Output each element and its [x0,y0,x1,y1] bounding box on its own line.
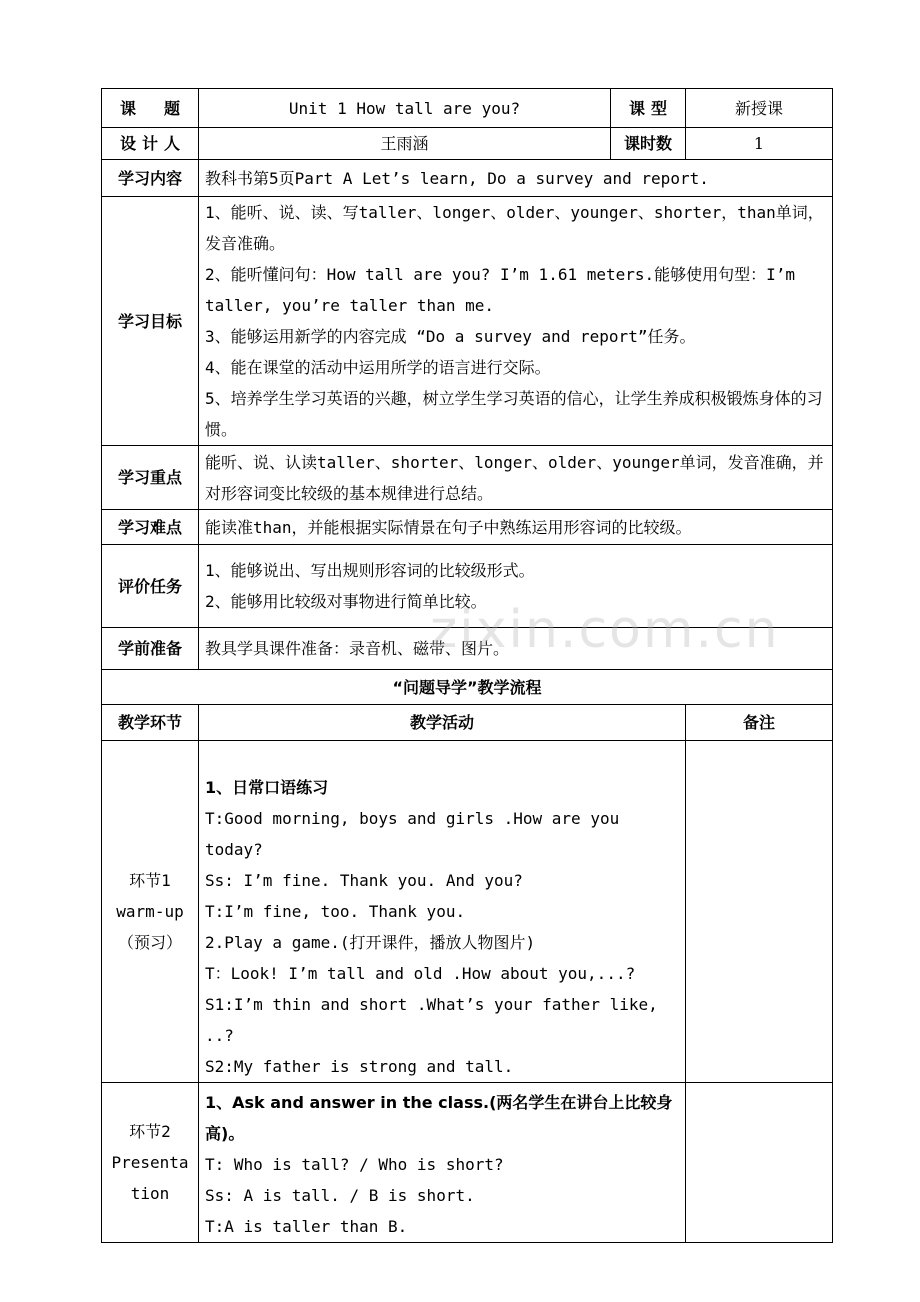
row-topic [102,89,833,128]
flow-title: “问题导学”教学流程 [102,670,833,705]
dialogue-line: 2.Play a game.(打开课件，播放人物图片) [205,933,536,952]
dialogue-line: T：Look! I’m tall and old .How about you,...? [205,964,636,983]
dialogue-line: Ss: A is tall. / B is short. [205,1186,475,1205]
dialogue-line: T: Who is tall? / Who is short? [205,1155,504,1174]
stage-1-title: 环节1 [129,871,171,890]
notes-header: 备注 [686,705,833,741]
activity-header: 教学活动 [199,705,686,741]
lesson-plan-table [101,88,833,1243]
watermark: zixin.com.cn [430,600,780,660]
preparation-text: 教具学具课件准备：录音机、磁带、图片。 [199,628,833,670]
difficulty-text: 能读准than，并能根据实际情景在句子中熟练运用形容词的比较级。 [199,510,833,545]
dialogue-line: S1:I’m thin and short .What’s your father like, ..? [205,995,658,1045]
evaluation-item: 1、能够说出、写出规则形容词的比较级形式。 [205,561,535,580]
preparation-label: 学前准备 [102,628,199,670]
row-flow-title [102,670,833,705]
hours-label: 课时数 [611,128,686,160]
row-designer [102,128,833,160]
content-text: 教科书第5页Part A Let’s learn, Do a survey and report. [199,160,833,197]
goal-item: 4、能在课堂的活动中运用所学的语言进行交际。 [205,358,551,377]
stage-1-activity [199,741,686,1083]
goals-label: 学习目标 [102,197,199,446]
topic-label: 课 题 [102,89,199,128]
row-content [102,160,833,197]
key-points-label: 学习重点 [102,446,199,510]
row-stage-2 [102,1083,833,1243]
row-difficulty [102,510,833,545]
evaluation-label: 评价任务 [102,545,199,628]
type-label: 课 型 [611,89,686,128]
goal-item: 2、能听懂问句：How tall are you? I’m 1.61 meters.能够使用句型：I’m taller, you’re taller than me. [205,265,796,315]
row-key-points [102,446,833,510]
row-stage-1 [102,741,833,1083]
row-flow-headers [102,705,833,741]
dialogue-line: T:Good morning, boys and girls .How are you today? [205,809,620,859]
difficulty-label: 学习难点 [102,510,199,545]
stage-1-heading: 1、日常口语练习 [205,778,329,797]
stage-2-activity [199,1083,686,1243]
key-points-text: 能听、说、认读taller、shorter、longer、older、younger单词，发音准确，并对形容词变比较级的基本规律进行总结。 [199,446,833,510]
stage-2-title: 环节2 [129,1122,171,1141]
stage-2-heading: 1、Ask and answer in the class.(两名学生在讲台上比较身高)。 [205,1093,673,1143]
designer-label: 设 计 人 [102,128,199,160]
row-evaluation [102,545,833,628]
stage-1-sub2: （预习） [117,933,182,952]
row-goals [102,197,833,446]
content-label: 学习内容 [102,160,199,197]
goal-item: 1、能听、说、读、写taller、longer、older、younger、shorter，than单词，发音准确。 [205,203,824,253]
evaluation-item: 2、能够用比较级对事物进行简单比较。 [205,592,487,611]
stage-1-notes [686,741,833,1083]
goal-item: 3、能够运用新学的内容完成 “Do a survey and report”任务。 [205,327,696,346]
dialogue-line: T:A is taller than B. [205,1217,408,1236]
dialogue-line: S2:My father is strong and tall. [205,1057,514,1076]
goal-item: 5、培养学生学习英语的兴趣，树立学生学习英语的信心，让学生养成积极锻炼身体的习惯。 [205,389,823,439]
dialogue-line: Ss: I’m fine. Thank you. And you? [205,871,523,890]
topic-value: Unit 1 How tall are you? [199,89,611,128]
stage-1-sub: warm-up [116,902,184,921]
hours-value: 1 [686,128,833,160]
stage-2-notes [686,1083,833,1243]
type-value: 新授课 [686,89,833,128]
stage-2-sub: Presenta [111,1153,189,1172]
designer-value: 王雨涵 [199,128,611,160]
goals-list [199,197,833,446]
dialogue-line: T:I’m fine, too. Thank you. [205,902,466,921]
stage-1-name [102,741,199,1083]
stage-2-sub2: tion [130,1184,170,1203]
row-preparation [102,628,833,670]
evaluation-list [199,545,833,628]
stage-2-name [102,1083,199,1243]
stage-header: 教学环节 [102,705,199,741]
